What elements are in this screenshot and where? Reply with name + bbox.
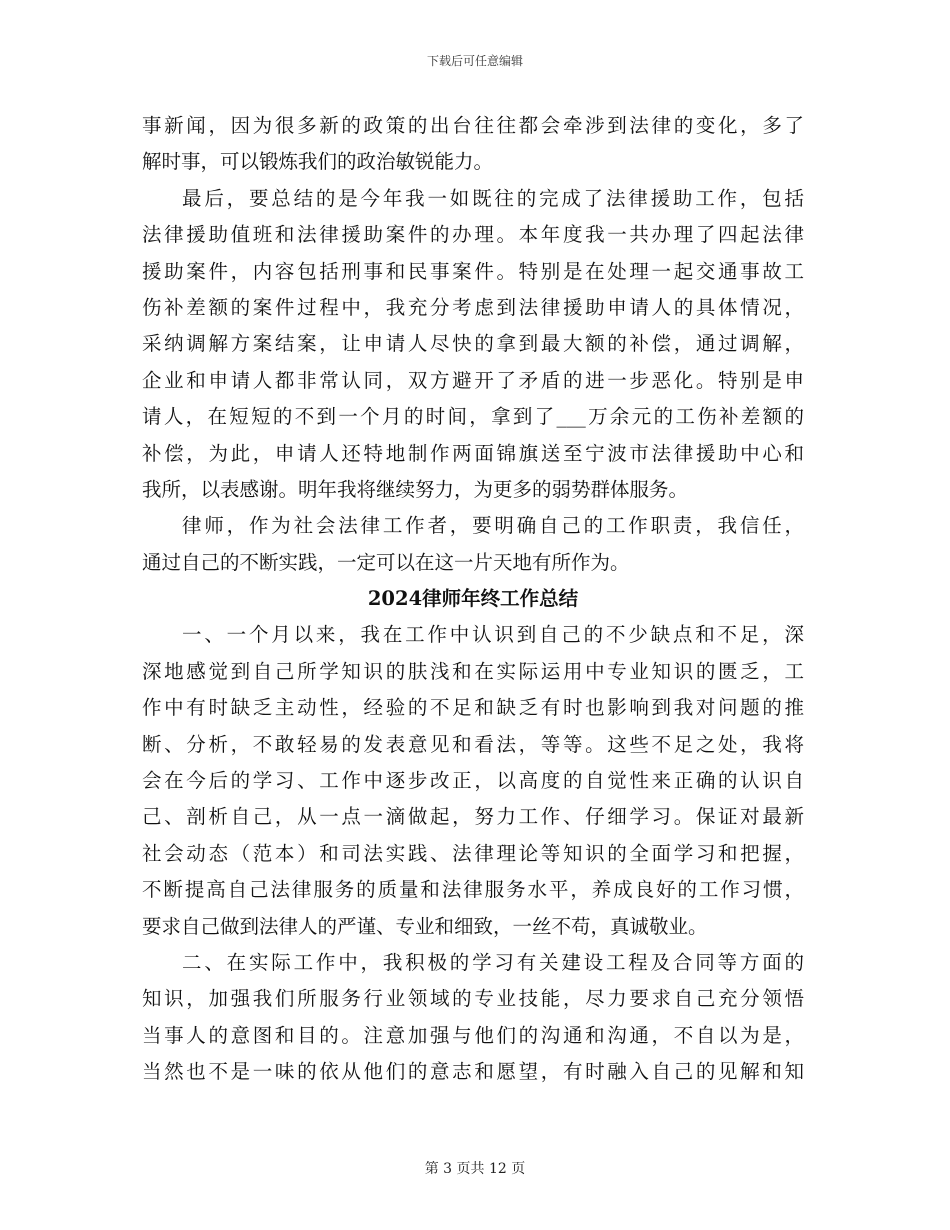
text-line: 社会动态（范本）和司法实践、法律理论等知识的全面学习和把握， <box>142 841 804 865</box>
text-line: 补偿，为此，申请人还特地制作两面锦旗送至宁波市法律援助中心和 <box>142 441 804 465</box>
text-line: 解时事，可以锻炼我们的政治敏锐能力。 <box>142 150 494 174</box>
text-line: 律师，作为社会法律工作者，要明确自己的工作职责，我信任， <box>182 514 804 538</box>
text-line: 深地感觉到自己所学知识的肤浅和在实际运用中专业知识的匮乏，工 <box>142 659 804 683</box>
text-line: 援助案件，内容包括刑事和民事案件。特别是在处理一起交通事故工 <box>142 259 804 283</box>
text-line: 最后，要总结的是今年我一如既往的完成了法律援助工作，包括 <box>182 186 804 210</box>
text-line: 二、在实际工作中，我积极的学习有关建设工程及合同等方面的 <box>182 950 804 974</box>
text-line: 企业和申请人都非常认同，双方避开了矛盾的进一步恶化。特别是申 <box>142 368 804 392</box>
text-line: 己、剖析自己，从一点一滴做起，努力工作、仔细学习。保证对最新 <box>142 805 804 829</box>
document-body <box>142 108 804 1091</box>
text-line: 不断提高自己法律服务的质量和法律服务水平，养成良好的工作习惯， <box>142 878 804 902</box>
paragraphs-before-title <box>142 108 804 581</box>
page-header: 下载后可任意编辑 <box>426 54 523 68</box>
text-line: 请人，在短短的不到一个月的时间，拿到了___万余元的工伤补差额的 <box>142 405 804 429</box>
text-line: 事新闻，因为很多新的政策的出台往往都会牵涉到法律的变化，多了 <box>142 114 804 137</box>
text-line: 会在今后的学习、工作中逐步改正，以高度的自觉性来正确的认识自 <box>142 769 804 793</box>
text-line: 要求自己做到法律人的严谨、专业和细致，一丝不苟，真诚敬业。 <box>142 914 708 938</box>
text-line: 法律援助值班和法律援助案件的办理。本年度我一共办理了四起法律 <box>142 223 804 247</box>
text-line: 伤补差额的案件过程中，我充分考虑到法律援助申请人的具体情况， <box>142 295 804 319</box>
text-line: 当事人的意图和目的。注意加强与他们的沟通和沟通，不自以为是， <box>142 1023 804 1047</box>
page-footer: 第 3 页共 12 页 <box>424 1161 526 1177</box>
text-line: 我所，以表感谢。明年我将继续努力，为更多的弱势群体服务。 <box>142 477 689 501</box>
text-line: 一、一个月以来，我在工作中认识到自己的不少缺点和不足，深 <box>182 623 804 647</box>
text-line: 知识，加强我们所服务行业领域的专业技能，尽力要求自己充分领悟 <box>142 987 804 1011</box>
paragraphs-after-title <box>142 617 804 1090</box>
text-line: 通过自己的不断实践，一定可以在这一片天地有所作为。 <box>142 550 630 574</box>
text-line: 当然也不是一味的依从他们的意志和愿望，有时融入自己的见解和知 <box>142 1060 804 1084</box>
text-line: 作中有时缺乏主动性，经验的不足和缺乏有时也影响到我对问题的推 <box>142 696 804 720</box>
text-line: 采纳调解方案结案，让申请人尽快的拿到最大额的补偿，通过调解， <box>142 332 804 356</box>
text-line: 断、分析，不敢轻易的发表意见和看法，等等。这些不足之处，我将 <box>142 732 804 756</box>
section-title: 2024律师年终工作总结 <box>367 587 579 611</box>
